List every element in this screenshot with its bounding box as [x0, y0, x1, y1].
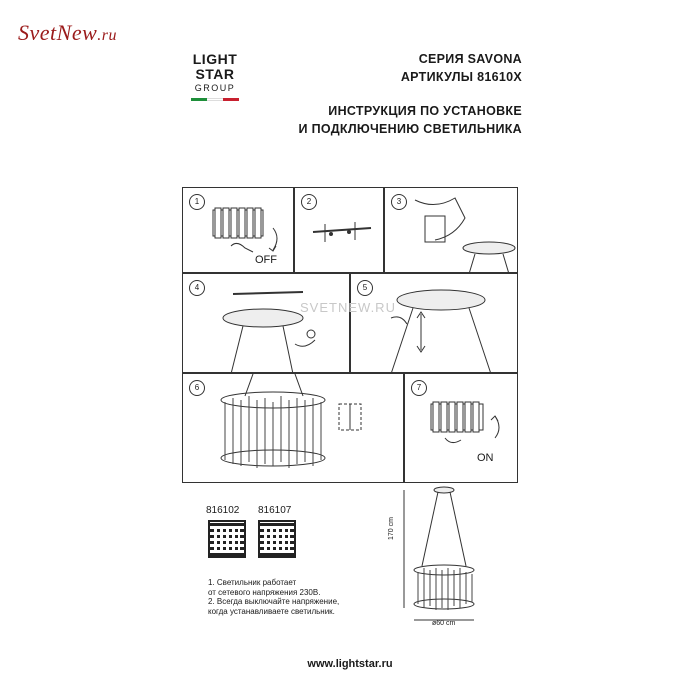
product-dimension-drawing	[394, 480, 484, 630]
brand-line-1: LIGHT	[192, 51, 238, 67]
code-1: 816102	[206, 505, 240, 516]
code-2: 816107	[258, 505, 292, 516]
step-6-number: 6	[189, 380, 205, 396]
note-line-3: 2. Всегда выключайте напряжение,	[208, 597, 340, 606]
articles-title: АРТИКУЛЫ 81610X	[400, 70, 522, 84]
step-6-panel	[182, 373, 404, 483]
breaker-on-illustration	[405, 374, 519, 484]
step-5-number: 5	[357, 280, 373, 296]
instruction-line-2: И ПОДКЛЮЧЕНИЮ СВЕТИЛЬНИКА	[298, 122, 522, 136]
site-logo-suffix: .ru	[97, 27, 117, 44]
height-dimension: 170 cm	[388, 517, 395, 540]
diameter-dimension: ø60 cm	[432, 620, 456, 627]
step-4-number: 4	[189, 280, 205, 296]
site-logo	[18, 20, 117, 46]
instruction-line-1: ИНСТРУКЦИЯ ПО УСТАНОВКЕ	[328, 104, 522, 118]
height-adjust-illustration	[351, 274, 519, 374]
step-3-number: 3	[391, 194, 407, 210]
note-line-1: 1. Светильник работает	[208, 578, 297, 587]
canopy-hang-illustration	[183, 274, 351, 374]
note-line-2: от сетевого напряжения 230В.	[208, 587, 321, 597]
site-logo-main: SvetNew	[18, 20, 98, 45]
brand-line-2: STAR	[195, 66, 235, 82]
step-4-panel	[182, 273, 350, 373]
note-line-4: когда устанавливаете светильник.	[208, 606, 335, 616]
brand-logo	[186, 52, 244, 126]
off-label: OFF	[255, 254, 277, 266]
mounting-bar-illustration	[295, 188, 385, 274]
qr-code-icon	[208, 520, 246, 558]
series-title: СЕРИЯ SAVONA	[418, 52, 522, 66]
step-1-panel	[182, 187, 294, 273]
brand-line-3: GROUP	[194, 83, 236, 93]
wiring-illustration	[385, 188, 519, 274]
notes	[208, 578, 339, 616]
step-7-panel	[404, 373, 518, 483]
step-7-number: 7	[411, 380, 427, 396]
qr-code-icon	[258, 520, 296, 558]
step-5-panel	[350, 273, 518, 373]
step-2-number: 2	[301, 194, 317, 210]
watermark: SVETNEW.RU	[300, 300, 396, 315]
crystal-install-illustration	[183, 374, 405, 484]
step-1-number: 1	[189, 194, 205, 210]
website-footer: www.lightstar.ru	[307, 658, 393, 670]
step-2-panel	[294, 187, 384, 273]
instruction-title	[299, 102, 522, 138]
on-label: ON	[477, 452, 494, 464]
breaker-off-illustration	[183, 188, 295, 274]
step-3-panel	[384, 187, 518, 273]
italian-flag-icon	[191, 98, 239, 101]
